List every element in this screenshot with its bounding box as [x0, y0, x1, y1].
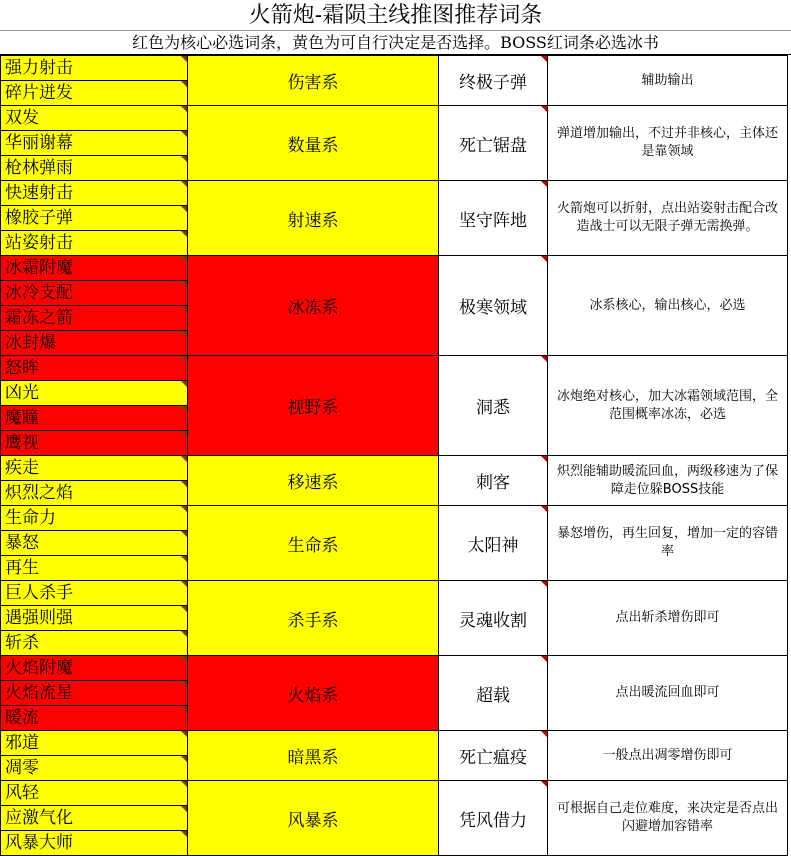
comment-marker-icon [181, 156, 187, 162]
comment-marker-icon [541, 181, 547, 187]
comment-marker-icon [181, 631, 187, 637]
entry-label: 凶光 [5, 383, 39, 403]
entry-cell[interactable] [1, 381, 188, 406]
entry-label: 暖流 [5, 708, 39, 728]
comment-marker-icon [181, 506, 187, 512]
comment-marker-icon [181, 206, 187, 212]
entry-label: 火焰附魔 [5, 658, 73, 678]
rune-cell[interactable] [439, 256, 548, 356]
entry-cell[interactable] [1, 831, 188, 856]
entry-label: 应激气化 [5, 808, 73, 828]
entry-label: 巨人杀手 [5, 583, 73, 603]
category-cell[interactable]: 暗黑系 [188, 731, 439, 781]
entry-cell[interactable] [1, 206, 188, 231]
rune-label: 太阳神 [467, 535, 519, 556]
comment-marker-icon [181, 306, 187, 312]
rune-cell[interactable] [439, 106, 548, 181]
comment-marker-icon [541, 106, 547, 112]
rune-cell[interactable] [439, 581, 548, 656]
entry-cell[interactable] [1, 581, 188, 606]
entry-cell[interactable] [1, 531, 188, 556]
entry-cell[interactable] [1, 356, 188, 381]
comment-marker-icon [181, 256, 187, 262]
entry-label: 快速射击 [5, 183, 73, 203]
entry-label: 炽烈之焰 [5, 483, 73, 503]
comment-marker-icon [541, 256, 547, 262]
note-cell[interactable]: 炽烈能辅助暖流回血，两级移速为了保障走位躲BOSS技能 [548, 456, 788, 506]
table-row [1, 181, 788, 206]
note-cell[interactable]: 弹道增加输出，不过并非核心，主体还是靠领域 [548, 106, 788, 181]
entry-cell[interactable] [1, 106, 188, 131]
comment-marker-icon [181, 56, 187, 62]
entry-cell[interactable] [1, 156, 188, 181]
comment-marker-icon [181, 681, 187, 687]
comment-marker-icon [181, 331, 187, 337]
entry-cell[interactable] [1, 731, 188, 756]
note-cell[interactable]: 火箭炮可以折射，点出站姿射击配合改造战士可以无限子弹无需换弹。 [548, 181, 788, 256]
rune-label: 坚守阵地 [459, 210, 527, 231]
entry-label: 枪林弹雨 [5, 158, 73, 178]
note-cell[interactable]: 点出斩杀增伤即可 [548, 581, 788, 656]
comment-marker-icon [181, 606, 187, 612]
comment-marker-icon [181, 181, 187, 187]
table-row [1, 456, 788, 481]
category-cell[interactable]: 风暴系 [188, 781, 439, 856]
entry-cell[interactable] [1, 256, 188, 281]
rune-label: 超载 [476, 685, 510, 706]
rune-label: 灵魂收割 [459, 610, 527, 631]
comment-marker-icon [541, 581, 547, 587]
entry-label: 火焰流星 [5, 683, 73, 703]
note-cell[interactable]: 辅助输出 [548, 56, 788, 106]
comment-marker-icon [541, 456, 547, 462]
entry-cell[interactable] [1, 806, 188, 831]
entry-cell[interactable] [1, 231, 188, 256]
comment-marker-icon [181, 406, 187, 412]
category-cell[interactable]: 视野系 [188, 356, 439, 456]
entry-cell[interactable] [1, 331, 188, 356]
entry-cell[interactable] [1, 656, 188, 681]
comment-marker-icon [181, 656, 187, 662]
table-row [1, 356, 788, 381]
entry-cell[interactable] [1, 506, 188, 531]
entry-label: 橡胶子弹 [5, 208, 73, 228]
entry-cell[interactable] [1, 556, 188, 581]
entry-label: 再生 [5, 558, 39, 578]
rune-cell[interactable] [439, 656, 548, 731]
comment-marker-icon [181, 431, 187, 437]
entry-cell[interactable] [1, 781, 188, 806]
note-cell[interactable]: 暴怒增伤，再生回复，增加一定的容错率 [548, 506, 788, 581]
note-cell[interactable]: 一般点出凋零增伤即可 [548, 731, 788, 781]
comment-marker-icon [181, 81, 187, 87]
entry-label: 暴怒 [5, 533, 39, 553]
category-cell[interactable]: 冰冻系 [188, 256, 439, 356]
entry-label: 站姿射击 [5, 233, 73, 253]
entry-cell[interactable] [1, 631, 188, 656]
category-cell[interactable]: 移速系 [188, 456, 439, 506]
rune-cell[interactable] [439, 356, 548, 456]
entry-cell[interactable] [1, 681, 188, 706]
entry-label: 怒眸 [5, 358, 39, 378]
entry-label: 冰封爆 [5, 333, 56, 353]
rune-cell[interactable] [439, 781, 548, 856]
entry-cell[interactable] [1, 431, 188, 456]
table-row [1, 656, 788, 681]
rune-label: 终极子弹 [459, 73, 527, 93]
table-row [1, 781, 788, 806]
entry-label: 生命力 [5, 508, 56, 528]
entry-cell[interactable] [1, 756, 188, 781]
entry-label: 遇强则强 [5, 608, 73, 628]
comment-marker-icon [181, 481, 187, 487]
comment-marker-icon [541, 781, 547, 787]
rune-label: 洞悉 [476, 398, 510, 418]
table-row [1, 731, 788, 756]
comment-marker-icon [541, 731, 547, 737]
entry-label: 冰冷支配 [5, 283, 73, 303]
comment-marker-icon [541, 356, 547, 362]
table-row [1, 56, 788, 81]
entry-label: 冰霜附魔 [5, 258, 73, 278]
entry-label: 斩杀 [5, 633, 39, 653]
entry-cell[interactable] [1, 481, 188, 506]
entry-cell[interactable] [1, 306, 188, 331]
entry-label: 风轻 [5, 783, 39, 803]
comment-marker-icon [181, 556, 187, 562]
entry-cell[interactable] [1, 81, 188, 106]
comment-marker-icon [181, 706, 187, 712]
entry-cell[interactable] [1, 181, 188, 206]
entry-cell[interactable] [1, 456, 188, 481]
comment-marker-icon [541, 56, 547, 62]
rune-label: 凭风借力 [459, 810, 527, 831]
comment-marker-icon [541, 656, 547, 662]
recommendation-table [0, 55, 788, 856]
table-row [1, 106, 788, 131]
note-cell[interactable]: 点出暖流回血即可 [548, 656, 788, 731]
category-cell[interactable]: 射速系 [188, 181, 439, 256]
comment-marker-icon [181, 131, 187, 137]
page-subtitle: 红色为核心必选词条，黄色为可自行决定是否选择。BOSS红词条必选冰书 [0, 31, 791, 55]
rune-cell[interactable] [439, 456, 548, 506]
entry-label: 华丽谢幕 [5, 133, 73, 153]
comment-marker-icon [181, 806, 187, 812]
comment-marker-icon [181, 106, 187, 112]
entry-cell[interactable] [1, 406, 188, 431]
rune-label: 死亡锯盘 [459, 135, 527, 156]
comment-marker-icon [181, 731, 187, 737]
entry-label: 凋零 [5, 758, 39, 778]
comment-marker-icon [541, 506, 547, 512]
category-cell[interactable]: 火焰系 [188, 656, 439, 731]
entry-label: 霜冻之箭 [5, 308, 73, 328]
entry-label: 鹰视 [5, 433, 39, 453]
comment-marker-icon [181, 456, 187, 462]
rune-cell[interactable] [439, 506, 548, 581]
entry-cell[interactable] [1, 281, 188, 306]
note-cell[interactable]: 可根据自己走位难度，来决定是否点出闪避增加容错率 [548, 781, 788, 856]
comment-marker-icon [181, 531, 187, 537]
table-row [1, 506, 788, 531]
comment-marker-icon [181, 581, 187, 587]
entry-cell[interactable] [1, 131, 188, 156]
comment-marker-icon [181, 756, 187, 762]
rune-cell[interactable] [439, 181, 548, 256]
category-cell[interactable]: 伤害系 [188, 56, 439, 106]
category-cell[interactable]: 数量系 [188, 106, 439, 181]
entry-cell[interactable] [1, 56, 188, 81]
table-row [1, 256, 788, 281]
entry-cell[interactable] [1, 606, 188, 631]
rune-label: 死亡瘟疫 [459, 748, 527, 768]
entry-label: 双发 [5, 108, 39, 128]
rune-label: 刺客 [476, 473, 510, 493]
note-cell[interactable]: 冰系核心，输出核心，必选 [548, 256, 788, 356]
note-cell[interactable]: 冰炮绝对核心，加大冰霜领域范围，全范围概率冰冻，必选 [548, 356, 788, 456]
category-cell[interactable]: 杀手系 [188, 581, 439, 656]
entry-label: 碎片迸发 [5, 83, 73, 103]
category-cell[interactable]: 生命系 [188, 506, 439, 581]
rune-cell[interactable] [439, 731, 548, 781]
comment-marker-icon [181, 281, 187, 287]
entry-label: 疾走 [5, 458, 39, 478]
entry-label: 邪道 [5, 733, 39, 753]
rune-label: 极寒领域 [459, 298, 527, 318]
page-title: 火箭炮-霜陨主线推图推荐词条 [0, 0, 791, 31]
rune-cell[interactable] [439, 56, 548, 106]
entry-cell[interactable] [1, 706, 188, 731]
comment-marker-icon [181, 831, 187, 837]
table-row [1, 581, 788, 606]
entry-label: 魔瞳 [5, 408, 39, 428]
comment-marker-icon [181, 231, 187, 237]
comment-marker-icon [181, 381, 187, 387]
entry-label: 强力射击 [5, 58, 73, 78]
entry-label: 风暴大师 [5, 833, 73, 853]
comment-marker-icon [181, 781, 187, 787]
comment-marker-icon [181, 356, 187, 362]
